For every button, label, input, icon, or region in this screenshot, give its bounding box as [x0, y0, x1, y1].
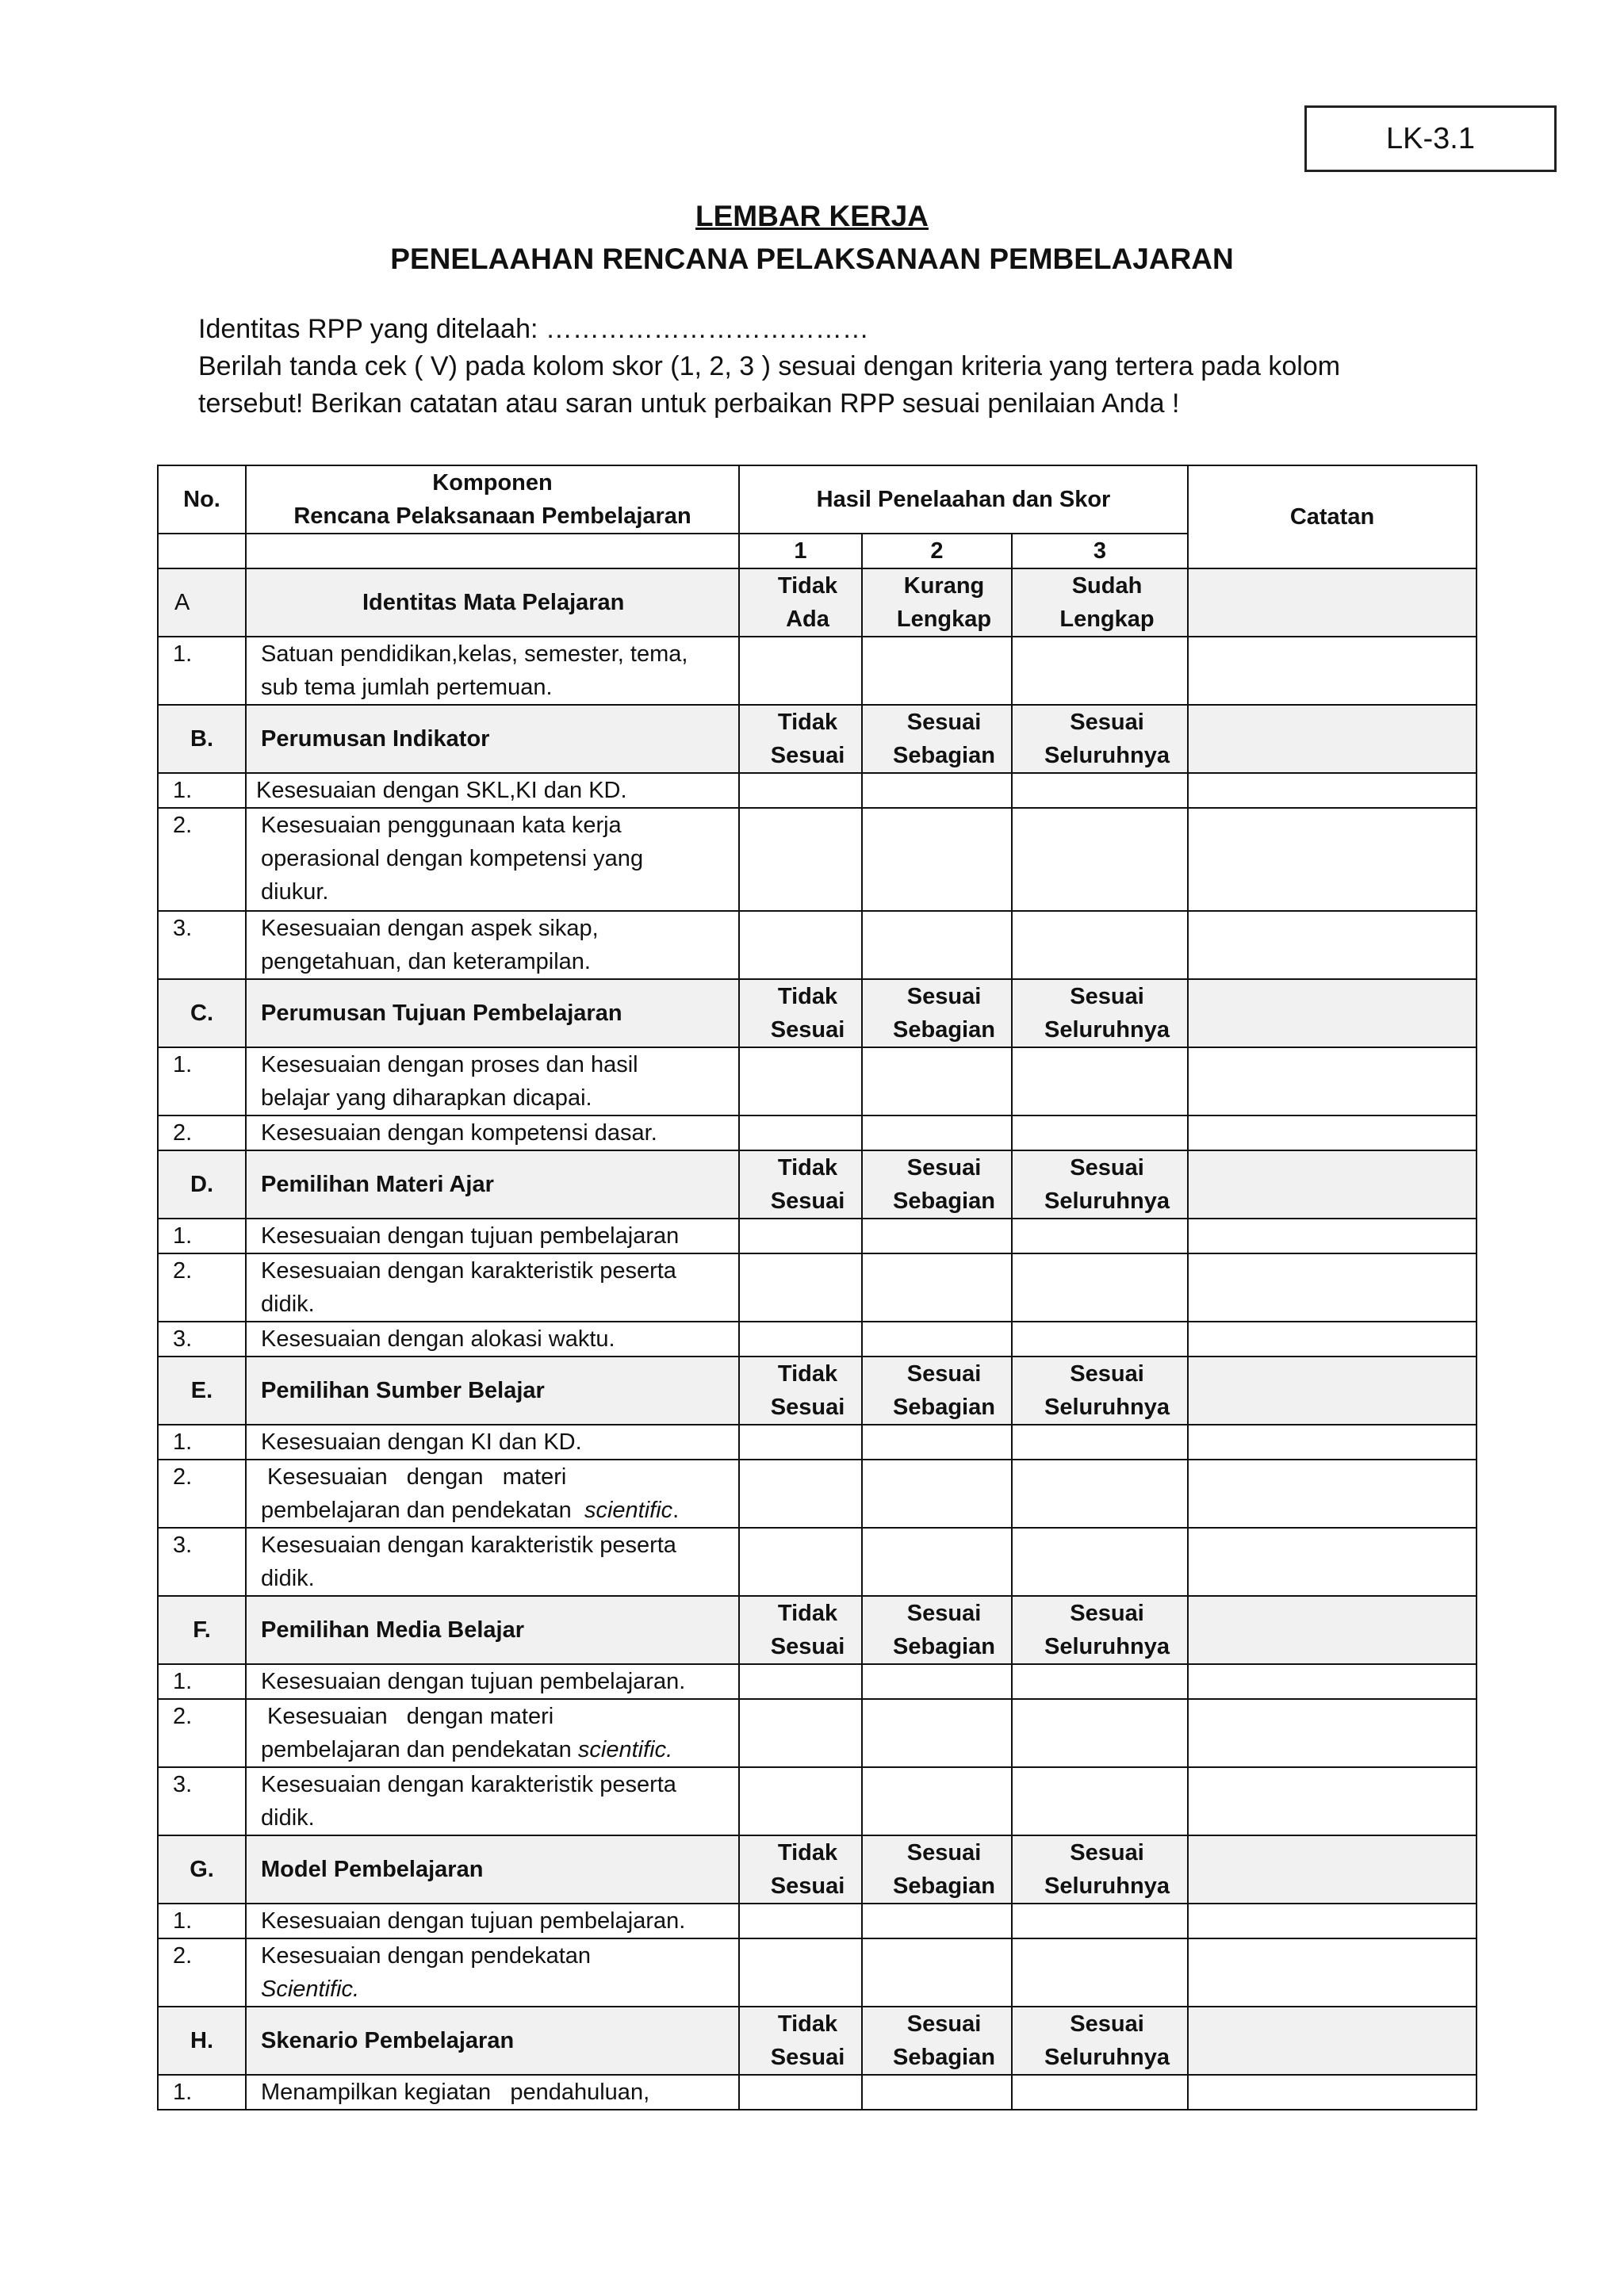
section-row-g	[158, 1835, 1477, 1904]
catatan-cell[interactable]	[1188, 1150, 1477, 1219]
score-3-cell[interactable]	[1012, 1460, 1188, 1528]
item-text: Kesesuaian dengan kompetensi dasar.	[246, 1115, 739, 1150]
score-1-cell[interactable]	[739, 2075, 862, 2110]
score-3-cell[interactable]	[1012, 773, 1188, 808]
catatan-cell[interactable]	[1188, 568, 1477, 637]
score-2-header: 2	[862, 534, 1012, 568]
score-header-blank-no	[158, 534, 246, 568]
catatan-cell[interactable]	[1188, 1528, 1477, 1596]
catatan-cell[interactable]	[1188, 1357, 1477, 1425]
score-1-cell[interactable]	[739, 1047, 862, 1115]
score-2-cell[interactable]	[862, 1528, 1012, 1596]
score-2-cell[interactable]	[862, 1425, 1012, 1460]
section-title: Model Pembelajaran	[246, 1835, 739, 1904]
catatan-cell[interactable]	[1188, 808, 1477, 911]
item-text: Kesesuaian dengan tujuan pembelajaran.	[246, 1904, 739, 1938]
score-1-cell[interactable]	[739, 1904, 862, 1938]
item-row	[158, 808, 1477, 911]
item-text: Kesesuaian penggunaan kata kerja operasional dengan kompetensi yang diukur.	[246, 808, 739, 911]
section-num: D.	[158, 1150, 246, 1219]
document-code-box	[1304, 105, 1557, 172]
score-2-cell[interactable]	[862, 1664, 1012, 1699]
catatan-cell[interactable]	[1188, 637, 1477, 705]
intro-block	[198, 311, 1435, 423]
score-1-label: Tidak Sesuai	[739, 1357, 862, 1425]
item-text: Kesesuaian dengan alokasi waktu.	[246, 1322, 739, 1357]
item-no: 1.	[158, 1219, 246, 1253]
score-3-label: Sesuai Seluruhnya	[1012, 979, 1188, 1047]
section-row-b	[158, 705, 1477, 773]
item-text: Kesesuaian dengan pendekatan Scientific.	[246, 1938, 739, 2007]
score-3-label: Sesuai Seluruhnya	[1012, 1596, 1188, 1664]
catatan-cell[interactable]	[1188, 1047, 1477, 1115]
item-row	[158, 1425, 1477, 1460]
score-1-header: 1	[739, 534, 862, 568]
section-row-f	[158, 1596, 1477, 1664]
item-row	[158, 911, 1477, 979]
item-text: Satuan pendidikan,kelas, semester, tema, sub tema jumlah pertemuan.	[246, 637, 739, 705]
score-2-label: Sesuai Sebagian	[862, 1835, 1012, 1904]
section-num: H.	[158, 2007, 246, 2075]
page-title: LEMBAR KERJA	[695, 200, 929, 232]
score-3-header: 3	[1012, 534, 1188, 568]
item-row	[158, 2075, 1477, 2110]
catatan-cell[interactable]	[1188, 1322, 1477, 1357]
catatan-cell[interactable]	[1188, 1938, 1477, 2007]
score-2-cell[interactable]	[862, 1219, 1012, 1253]
item-text: Kesesuaian dengan karakteristik peserta didik.	[246, 1528, 739, 1596]
catatan-cell[interactable]	[1188, 1253, 1477, 1322]
item-no: 2.	[158, 1115, 246, 1150]
score-3-cell[interactable]	[1012, 1699, 1188, 1767]
score-3-cell[interactable]	[1012, 1425, 1188, 1460]
catatan-cell[interactable]	[1188, 1699, 1477, 1767]
score-1-cell[interactable]	[739, 1699, 862, 1767]
score-2-cell[interactable]	[862, 1253, 1012, 1322]
score-3-cell[interactable]	[1012, 1767, 1188, 1835]
header-komponen-line1: Komponen	[432, 470, 553, 496]
rpp-identity-line: Identitas RPP yang ditelaah: ………………………………	[198, 314, 869, 344]
item-row	[158, 1115, 1477, 1150]
score-1-label: Tidak Ada	[739, 568, 862, 637]
score-1-cell[interactable]	[739, 1115, 862, 1150]
score-1-cell[interactable]	[739, 773, 862, 808]
score-1-cell[interactable]	[739, 1767, 862, 1835]
score-3-cell[interactable]	[1012, 1528, 1188, 1596]
item-row	[158, 637, 1477, 705]
score-2-cell[interactable]	[862, 1699, 1012, 1767]
catatan-cell[interactable]	[1188, 979, 1477, 1047]
score-1-cell[interactable]	[739, 1322, 862, 1357]
item-no: 2.	[158, 1460, 246, 1528]
score-3-cell[interactable]	[1012, 1938, 1188, 2007]
catatan-cell[interactable]	[1188, 1425, 1477, 1460]
score-header-blank-komponen	[246, 534, 739, 568]
item-text: Kesesuaian dengan aspek sikap, pengetahuan, dan keterampilan.	[246, 911, 739, 979]
section-row-d	[158, 1150, 1477, 1219]
score-1-label: Tidak Sesuai	[739, 979, 862, 1047]
item-text: Kesesuaian dengan materi pembelajaran dan pendekatan scientific.	[246, 1460, 739, 1528]
score-3-cell[interactable]	[1012, 808, 1188, 911]
header-komponen-line2: Rencana Pelaksanaan Pembelajaran	[293, 503, 691, 529]
item-text: Kesesuaian dengan tujuan pembelajaran	[246, 1219, 739, 1253]
score-2-cell[interactable]	[862, 2075, 1012, 2110]
catatan-cell[interactable]	[1188, 911, 1477, 979]
score-2-label: Sesuai Sebagian	[862, 1596, 1012, 1664]
score-3-cell[interactable]	[1012, 637, 1188, 705]
score-2-cell[interactable]	[862, 1047, 1012, 1115]
section-num: F.	[158, 1596, 246, 1664]
page-subtitle: PENELAAHAN RENCANA PELAKSANAAN PEMBELAJARAN	[390, 243, 1234, 275]
instruction-line-1: Berilah tanda cek ( V) pada kolom skor (1, 2, 3 ) sesuai dengan kriteria yang tertera pada kolom	[198, 351, 1341, 381]
score-1-cell[interactable]	[739, 1528, 862, 1596]
section-title: Pemilihan Media Belajar	[246, 1596, 739, 1664]
review-table	[157, 465, 1477, 2110]
item-row	[158, 1528, 1477, 1596]
section-title: Skenario Pembelajaran	[246, 2007, 739, 2075]
section-num: A	[158, 568, 246, 637]
score-1-cell[interactable]	[739, 911, 862, 979]
item-row	[158, 1460, 1477, 1528]
score-1-label: Tidak Sesuai	[739, 1150, 862, 1219]
item-no: 3.	[158, 1767, 246, 1835]
score-3-label: Sudah Lengkap	[1012, 568, 1188, 637]
score-1-cell[interactable]	[739, 808, 862, 911]
score-1-cell[interactable]	[739, 637, 862, 705]
score-2-cell[interactable]	[862, 808, 1012, 911]
section-row-c	[158, 979, 1477, 1047]
section-row-h	[158, 2007, 1477, 2075]
score-3-cell[interactable]	[1012, 1219, 1188, 1253]
score-3-label: Sesuai Seluruhnya	[1012, 1150, 1188, 1219]
catatan-cell[interactable]	[1188, 1596, 1477, 1664]
score-2-label: Sesuai Sebagian	[862, 1150, 1012, 1219]
item-text: Menampilkan kegiatan pendahuluan,	[246, 2075, 739, 2110]
item-row	[158, 1767, 1477, 1835]
header-hasil: Hasil Penelaahan dan Skor	[739, 465, 1188, 534]
item-no: 1.	[158, 637, 246, 705]
score-3-cell[interactable]	[1012, 911, 1188, 979]
item-text: Kesesuaian dengan materi pembelajaran dan pendekatan scientific.	[246, 1699, 739, 1767]
score-3-label: Sesuai Seluruhnya	[1012, 1357, 1188, 1425]
score-2-cell[interactable]	[862, 773, 1012, 808]
catatan-cell[interactable]	[1188, 1460, 1477, 1528]
section-num: G.	[158, 1835, 246, 1904]
score-2-label: Sesuai Sebagian	[862, 2007, 1012, 2075]
score-3-cell[interactable]	[1012, 1322, 1188, 1357]
score-2-cell[interactable]	[862, 1904, 1012, 1938]
item-no: 1.	[158, 1664, 246, 1699]
item-row	[158, 1047, 1477, 1115]
catatan-cell[interactable]	[1188, 773, 1477, 808]
score-3-label: Sesuai Seluruhnya	[1012, 2007, 1188, 2075]
catatan-cell[interactable]	[1188, 1767, 1477, 1835]
catatan-cell[interactable]	[1188, 2075, 1477, 2110]
item-row	[158, 1253, 1477, 1322]
score-3-label: Sesuai Seluruhnya	[1012, 705, 1188, 773]
item-row	[158, 1904, 1477, 1938]
item-text: Kesesuaian dengan karakteristik peserta didik.	[246, 1767, 739, 1835]
score-1-cell[interactable]	[739, 1219, 862, 1253]
header-row	[158, 465, 1477, 534]
item-text: Kesesuaian dengan karakteristik peserta didik.	[246, 1253, 739, 1322]
score-3-cell[interactable]	[1012, 1047, 1188, 1115]
score-3-cell[interactable]	[1012, 1904, 1188, 1938]
score-2-label: Kurang Lengkap	[862, 568, 1012, 637]
item-no: 2.	[158, 1699, 246, 1767]
section-row-e	[158, 1357, 1477, 1425]
score-2-label: Sesuai Sebagian	[862, 979, 1012, 1047]
score-1-label: Tidak Sesuai	[739, 705, 862, 773]
item-no: 3.	[158, 911, 246, 979]
catatan-cell[interactable]	[1188, 2007, 1477, 2075]
item-no: 1.	[158, 773, 246, 808]
score-3-cell[interactable]	[1012, 1115, 1188, 1150]
section-title: Perumusan Tujuan Pembelajaran	[246, 979, 739, 1047]
score-1-label: Tidak Sesuai	[739, 2007, 862, 2075]
catatan-cell[interactable]	[1188, 705, 1477, 773]
section-num: E.	[158, 1357, 246, 1425]
section-num: C.	[158, 979, 246, 1047]
score-1-cell[interactable]	[739, 1425, 862, 1460]
score-3-cell[interactable]	[1012, 1253, 1188, 1322]
section-num: B.	[158, 705, 246, 773]
score-2-cell[interactable]	[862, 1767, 1012, 1835]
catatan-cell[interactable]	[1188, 1904, 1477, 1938]
header-catatan: Catatan	[1188, 465, 1477, 568]
document-code: LK-3.1	[1386, 121, 1475, 155]
item-no: 2.	[158, 808, 246, 911]
section-title: Perumusan Indikator	[246, 705, 739, 773]
score-1-cell[interactable]	[739, 1938, 862, 2007]
score-1-label: Tidak Sesuai	[739, 1835, 862, 1904]
item-text: Kesesuaian dengan SKL,KI dan KD.	[246, 773, 739, 808]
section-title: Pemilihan Materi Ajar	[246, 1150, 739, 1219]
item-row	[158, 773, 1477, 808]
score-1-label: Tidak Sesuai	[739, 1596, 862, 1664]
catatan-cell[interactable]	[1188, 1219, 1477, 1253]
header-no: No.	[158, 465, 246, 534]
item-no: 1.	[158, 1425, 246, 1460]
item-no: 2.	[158, 1938, 246, 2007]
score-2-cell[interactable]	[862, 911, 1012, 979]
item-text: Kesesuaian dengan tujuan pembelajaran.	[246, 1664, 739, 1699]
item-text: Kesesuaian dengan proses dan hasil belajar yang diharapkan dicapai.	[246, 1047, 739, 1115]
item-no: 3.	[158, 1528, 246, 1596]
item-no: 1.	[158, 1047, 246, 1115]
section-row-a	[158, 568, 1477, 637]
score-3-cell[interactable]	[1012, 2075, 1188, 2110]
header-komponen	[246, 465, 739, 534]
score-1-cell[interactable]	[739, 1664, 862, 1699]
item-row	[158, 1938, 1477, 2007]
score-1-cell[interactable]	[739, 1460, 862, 1528]
score-2-cell[interactable]	[862, 1460, 1012, 1528]
score-2-label: Sesuai Sebagian	[862, 1357, 1012, 1425]
score-2-label: Sesuai Sebagian	[862, 705, 1012, 773]
score-3-label: Sesuai Seluruhnya	[1012, 1835, 1188, 1904]
item-text: Kesesuaian dengan KI dan KD.	[246, 1425, 739, 1460]
catatan-cell[interactable]	[1188, 1115, 1477, 1150]
item-row	[158, 1322, 1477, 1357]
catatan-cell[interactable]	[1188, 1835, 1477, 1904]
score-2-cell[interactable]	[862, 1115, 1012, 1150]
item-row	[158, 1219, 1477, 1253]
item-no: 2.	[158, 1253, 246, 1322]
item-no: 1.	[158, 1904, 246, 1938]
instruction-line-2: tersebut! Berikan catatan atau saran untuk perbaikan RPP sesuai penilaian Anda !	[198, 388, 1180, 419]
score-1-cell[interactable]	[739, 1253, 862, 1322]
item-no: 1.	[158, 2075, 246, 2110]
score-3-cell[interactable]	[1012, 1664, 1188, 1699]
score-2-cell[interactable]	[862, 637, 1012, 705]
item-row	[158, 1699, 1477, 1767]
section-title: Identitas Mata Pelajaran	[246, 568, 739, 637]
section-title: Pemilihan Sumber Belajar	[246, 1357, 739, 1425]
catatan-cell[interactable]	[1188, 1664, 1477, 1699]
score-2-cell[interactable]	[862, 1322, 1012, 1357]
score-2-cell[interactable]	[862, 1938, 1012, 2007]
item-no: 3.	[158, 1322, 246, 1357]
item-row	[158, 1664, 1477, 1699]
